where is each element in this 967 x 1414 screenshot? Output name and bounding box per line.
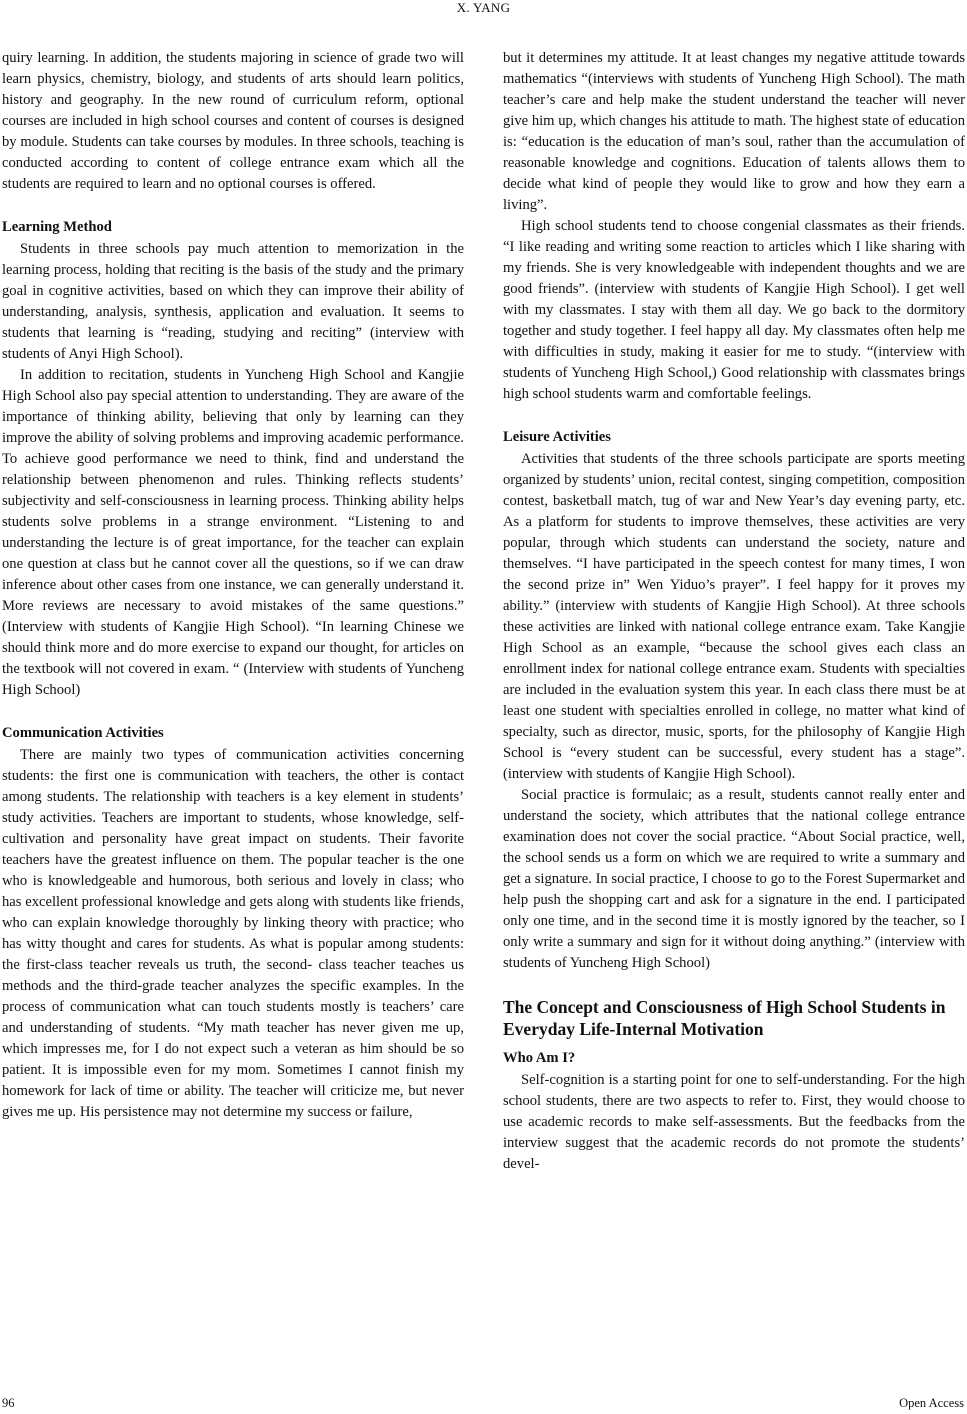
right-column [503,48,965,1175]
section-heading-learning-method: Learning Method [2,219,112,235]
major-section-heading: The Concept and Consciousness of High School Students in Everyday Life-Internal Motivation [503,997,946,1039]
subsection-heading-who-am-i: Who Am I? [503,1050,576,1066]
section-heading-leisure: Leisure Activities [503,429,611,445]
leisure-paragraph-2: Social practice is formulaic; as a result, students cannot really enter and understand the society, which attributes that the national college entrance examination does not cover the social practice. “About Social practice, well, the school sends us a form on which we are required to write a summary and get a signature. In social practice, I choose to go to the Forest Supermarket and help push the shopping cart and ask for a signature in the end. I participated only one time, and in the second time it is mostly ignored by the teacher, so I only write a summary and sign for it without doing anything.” (interview with students of Yuncheng High School) [503,787,965,971]
learning-method-paragraph-1: Students in three schools pay much attention to memorization in the learning process, holding that reciting is the basis of the study and the primary goal in cognitive activities, based on which they can improve their ability of understanding, analysis, synthesis, application and evaluation. It seems to students that learning is “reading, studying and reciting” (interview with students of Anyi High School). [2,241,464,362]
learning-method-paragraph-2: In addition to recitation, students in Yuncheng High School and Kangjie High School also pay special attention to understanding. They are aware of the importance of thinking ability, believing that only by learning can they improve the ability of solving problems and improving academic performance. To achieve good performance we need to think, find and understand the relationship between phenomenon and rules. Thinking reflects students’ subjectivity and self-consciousness in learning process. Thinking ability helps students solve problems in a strange environment. “Listening to and understanding the lecture is of great importance, for the teacher can explain one question at class but he cannot cover all the questions, so if we can draw inference about other cases from one instance, we can generally understand it. More reviews are necessary to avoid mistakes of the same questions.” (Interview with students of Kangjie High School). “In learning Chinese we should think more and do more exercise to expand our thought, for articles on the textbook will not covered in exam. “ (Interview with students of Yuncheng High School) [2,367,464,698]
open-access-label: Open Access [899,1396,964,1410]
running-head: X. YANG [456,0,511,15]
who-am-i-paragraph: Self-cognition is a starting point for one to self-understanding. For the high school students, there are two aspects to refer to. First, they would choose to use academic records to make self-assessments. But the feedbacks from the interview suggest that the academic records do not promote the students’ devel- [503,1072,965,1172]
intro-paragraph: quiry learning. In addition, the students majoring in science of grade two will learn physics, chemistry, biology, and students of arts should learn politics, history and geography. In the new round of curriculum reform, optional courses are included in high school courses and content of courses is designed by module. Students can take courses by modules. In three schools, teaching is conducted according to content of college entrance exam which all the students are required to learn and no optional courses is offered. [2,50,464,192]
classmates-paragraph: High school students tend to choose congenial classmates as their friends. “I like reading and writing some reaction to articles which I like sharing with my friends. She is very knowledgeable with independent thoughts and we are good friends”. (interview with students of Kangjie High School). I get well with my classmates. I stay with them all day. We go back to the dormitory together and study together. I feel happy all day. My classmates often help me with difficulties in study, making it easier for me to study. “(interview with students of Yuncheng High School,) Good relationship with classmates brings high school students warm and comfortable feelings. [503,218,965,402]
communication-paragraph-1: There are mainly two types of communication activities concerning students: the first one is communication with teachers, the other is contact among students. The relationship with teachers is a key element in students’ study activities. Teachers are important to students, whose knowledge, self-cultivation and personality have great impact on students. Their favorite teachers have the greatest influence on them. The popular teacher is the one who is knowledgeable and humorous, both serious and lovely in class; who has excellent professional knowledge and gets along with students like friends, who can explain knowledge thoroughly by linking theory with practice; who has witty thought and cares for students. As what is popular among students: the first-class teacher reveals us truth, the second- class teacher teaches us methods and the third-grade teacher analyzes the specific examples. In the process of communication what can touch students mostly is teachers’ care and understanding of students. “My math teacher has never given me up, which impresses me, for I do not expect such a veteran as him should be so patient. It is impossible even for my mom. Sometimes I cannot finish my homework for lack of time or ability. The teacher will criticize me, but never gives me up. His persistence may not determine my success or failure, [2,747,464,1120]
left-column [2,48,464,1123]
page-number: 96 [2,1396,15,1410]
leisure-paragraph-1: Activities that students of the three schools participate are sports meeting organized by students’ union, recital contest, singing competition, composition contest, basketball match, tug of war and New Year’s day evening party, etc. As a platform for students to improve themselves, these activities are very popular, through which students can understand the society, nature and themselves. “I have participated in the speech contest for many times, I won the second prize in” Wen Yiduo’s prayer”. I feel happy for it proves my ability.” (interview with students of Kangjie High School). At three schools these activities are linked with national college entrance exam. Take Kangjie High School as an example, “because the school gives each class an enrollment index for national college entrance exam. Students with specialties are included in the evaluation system this year. In each class there must be at least one student with specialties enrolled in college, no matter what kind of specialty, such as director, music, sports, for the philosophy of Kangjie High School is “every student can be successful, every student has a stage”. (interview with students of Kangjie High School). [503,451,965,782]
continued-paragraph: but it determines my attitude. It at least changes my negative attitude towards mathematics “(interviews with students of Yuncheng High School). The math teacher’s care and help make the student understand the teacher will never give him up, which changes his attitude to math. The highest state of education is: “education is the education of man’s soul, rather than the accumulation of reasonable knowledge and cognitions. Education of talents allows them to decide what kind of people they would like to grow and how they earn a living”. [503,50,965,213]
section-heading-communication: Communication Activities [2,725,164,741]
